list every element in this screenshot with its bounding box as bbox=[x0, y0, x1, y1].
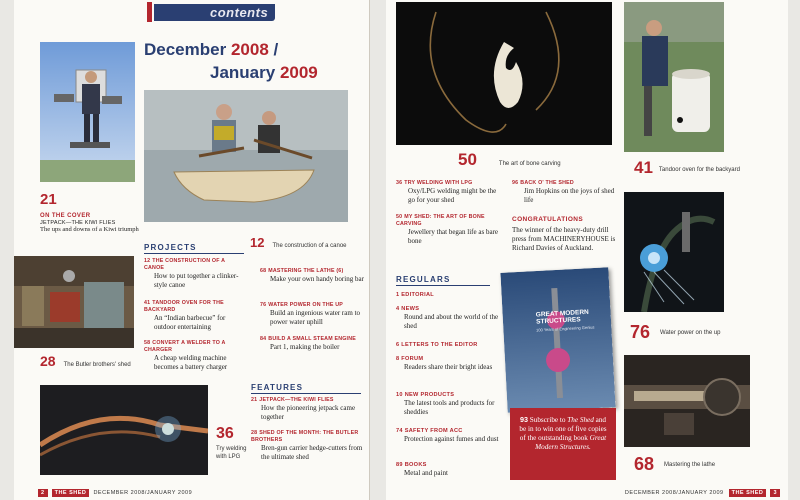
congratulations bbox=[512, 216, 616, 252]
projects-rule bbox=[144, 253, 244, 254]
entry-desc: Jewellery that began life as bare bone bbox=[408, 228, 498, 245]
jetpack-photo bbox=[40, 42, 135, 182]
regular-desc: Protection against fumes and dust bbox=[404, 435, 499, 443]
promo-text-before: Subscribe to bbox=[529, 416, 566, 424]
feature-entry bbox=[251, 397, 363, 421]
regular-page: 6 bbox=[396, 342, 400, 348]
regular-title: SAFETY FROM ACC bbox=[404, 428, 463, 434]
regular-desc: Round and about the world of the shed bbox=[404, 313, 499, 330]
tandoor-caption-number: 41 bbox=[634, 158, 653, 177]
congrats-title: CONGRATULATIONS bbox=[512, 216, 584, 223]
issue-month-2: January bbox=[210, 63, 276, 82]
contents-label: contents bbox=[210, 5, 269, 20]
left-footer-issue: DECEMBER 2008/JANUARY 2009 bbox=[93, 490, 193, 496]
regular-title: BOOKS bbox=[404, 462, 427, 468]
right-footer-page: 3 bbox=[770, 489, 780, 497]
right-page bbox=[386, 0, 788, 500]
left-page bbox=[14, 0, 370, 500]
regular-page: 74 bbox=[396, 428, 403, 434]
regular-title: FORUM bbox=[401, 356, 424, 362]
welding-photo bbox=[40, 385, 208, 475]
water-caption-text: Water power on the up bbox=[660, 329, 721, 336]
projects-heading: PROJECTS bbox=[144, 243, 197, 252]
congrats-text: The winner of the heavy-duty drill press from MACHINERYHOUSE is Richard Davies of Auckland. bbox=[512, 226, 616, 252]
feature-entry bbox=[396, 180, 504, 204]
left-footer-page: 2 bbox=[38, 489, 48, 497]
cover-label: ON THE COVER bbox=[40, 213, 91, 219]
issue-separator: / bbox=[273, 40, 279, 59]
canoe-photo bbox=[144, 90, 348, 222]
project-title: CONVERT A WELDER TO A CHARGER bbox=[144, 340, 226, 353]
issue-year-2: 2009 bbox=[279, 63, 318, 82]
cover-blurb bbox=[40, 192, 140, 234]
project-entry bbox=[144, 258, 244, 289]
regular-entry bbox=[396, 392, 500, 416]
regular-entry bbox=[396, 356, 500, 372]
butler-caption-number: 28 bbox=[40, 353, 56, 369]
project-desc: How to put together a clinker-style canoe bbox=[154, 272, 239, 289]
bone-caption bbox=[458, 150, 618, 170]
book-cover bbox=[500, 267, 615, 412]
regular-entry bbox=[396, 292, 500, 299]
project-page: 68 bbox=[260, 268, 267, 274]
regular-page: 4 bbox=[396, 306, 400, 312]
butler-caption-text: The Butler brothers' shed bbox=[63, 362, 131, 368]
left-footer-brand: THE SHED bbox=[52, 489, 90, 497]
lathe-photo bbox=[624, 355, 750, 447]
project-entry bbox=[260, 302, 366, 326]
regular-entry bbox=[396, 462, 500, 478]
butler-shed-photo bbox=[14, 256, 134, 348]
regular-desc: Readers share their bright ideas bbox=[404, 363, 493, 371]
entry-desc: Jim Hopkins on the joys of shed life bbox=[524, 187, 615, 204]
bone-carving-photo bbox=[396, 2, 612, 145]
left-footer bbox=[38, 489, 192, 497]
lathe-caption-number: 68 bbox=[634, 454, 655, 474]
welding-caption-text: Try welding with LPG bbox=[216, 446, 247, 460]
canoe-caption-text: The construction of a canoe bbox=[272, 243, 347, 249]
welding-caption bbox=[216, 425, 250, 461]
project-desc: An “Indian barbecue” for outdoor entertaining bbox=[154, 314, 226, 331]
tandoor-caption-text: Tandoor oven for the backyard bbox=[658, 167, 740, 173]
right-footer bbox=[625, 489, 782, 497]
cover-page-number: 21 bbox=[40, 191, 57, 208]
water-caption-number: 76 bbox=[630, 322, 651, 342]
features-rule bbox=[251, 393, 361, 394]
feature-page: 21 bbox=[251, 397, 258, 403]
entry-page: 36 bbox=[396, 180, 403, 186]
issue-year-1: 2008 bbox=[230, 40, 269, 59]
canoe-caption-number: 12 bbox=[250, 235, 265, 250]
project-title: MASTERING THE LATHE (6) bbox=[268, 268, 344, 274]
feature-desc: How the pioneering jetpack came together bbox=[261, 404, 356, 421]
tandoor-photo bbox=[624, 2, 724, 152]
welding-caption-number: 36 bbox=[216, 425, 234, 442]
project-desc: A cheap welding machine becomes a battery charger bbox=[154, 354, 228, 371]
cover-title: JETPACK—THE KIWI FLIES bbox=[40, 220, 116, 226]
contents-tab bbox=[147, 2, 275, 22]
project-desc: Build an ingenious water ram to power water uphill bbox=[270, 309, 361, 326]
entry-title: BACK O' THE SHED bbox=[520, 180, 574, 186]
water-power-photo bbox=[624, 192, 724, 312]
lathe-caption bbox=[634, 454, 774, 475]
promo-text-mid: and be in to win one of five copies of the outstanding book bbox=[519, 416, 607, 442]
project-page: 84 bbox=[260, 336, 267, 342]
feature-entry bbox=[251, 430, 363, 461]
entry-title: MY SHED: THE ART OF BONE CARVING bbox=[396, 214, 485, 227]
subscription-promo[interactable] bbox=[510, 408, 616, 480]
project-title: BUILD A SMALL STEAM ENGINE bbox=[268, 336, 356, 342]
regulars-rule bbox=[396, 285, 490, 286]
regular-entry bbox=[396, 342, 500, 349]
project-desc: Make your own handy boring bar bbox=[270, 275, 364, 283]
feature-desc: Bren-gun carrier hedge-cutters from the ultimate shed bbox=[261, 444, 363, 461]
lathe-caption-text: Mastering the lathe bbox=[664, 461, 716, 468]
project-page: 58 bbox=[144, 340, 151, 346]
regular-desc: The latest tools and products for sheddies bbox=[404, 399, 495, 416]
project-page: 12 bbox=[144, 258, 151, 264]
bone-caption-text: The art of bone carving bbox=[498, 161, 561, 167]
cover-desc: The ups and downs of a Kiwi triumph bbox=[40, 226, 139, 233]
book-cover-title: GREAT MODERN STRUCTURES bbox=[535, 308, 589, 326]
promo-book: Great Modern Structures. bbox=[535, 434, 607, 451]
entry-page: 96 bbox=[512, 180, 519, 186]
project-page: 41 bbox=[144, 300, 151, 306]
regular-page: 1 bbox=[396, 292, 400, 298]
regular-desc: Metal and paint bbox=[404, 469, 448, 477]
butler-caption bbox=[40, 353, 140, 371]
promo-magazine: The Shed bbox=[567, 416, 594, 424]
feature-page: 28 bbox=[251, 430, 258, 436]
entry-title: TRY WELDING WITH LPG bbox=[404, 180, 473, 186]
entry-page: 50 bbox=[396, 214, 403, 220]
project-entry bbox=[144, 340, 248, 371]
project-title: THE CONSTRUCTION OF A CANOE bbox=[144, 258, 225, 271]
regular-page: 89 bbox=[396, 462, 403, 468]
entry-desc: Oxy/LPG welding might be the go for your shed bbox=[408, 187, 497, 204]
issue-month-1: December bbox=[144, 40, 227, 59]
issue-title bbox=[144, 38, 366, 84]
project-entry bbox=[260, 268, 366, 284]
book-cover-subtitle: 100 Years of Engineering Genius bbox=[535, 324, 595, 333]
project-entry bbox=[144, 300, 244, 331]
feature-title: JETPACK—THE KIWI FLIES bbox=[259, 397, 334, 403]
project-title: TANDOOR OVEN FOR THE BACKYARD bbox=[144, 300, 224, 313]
feature-entry bbox=[512, 180, 616, 204]
promo-page-number: 93 bbox=[519, 415, 528, 424]
project-entry bbox=[260, 336, 366, 352]
project-page: 76 bbox=[260, 302, 267, 308]
regular-entry bbox=[396, 306, 500, 330]
right-footer-brand: THE SHED bbox=[729, 489, 767, 497]
regular-page: 10 bbox=[396, 392, 403, 398]
regulars-heading: REGULARS bbox=[396, 275, 451, 284]
regular-title: EDITORIAL bbox=[401, 292, 435, 298]
right-footer-issue: DECEMBER 2008/JANUARY 2009 bbox=[624, 490, 724, 496]
project-desc: Part 1, making the boiler bbox=[270, 343, 340, 351]
canoe-caption bbox=[250, 234, 366, 252]
regular-page: 8 bbox=[396, 356, 400, 362]
water-caption bbox=[630, 322, 740, 343]
regular-title: NEWS bbox=[401, 306, 420, 312]
regular-entry bbox=[396, 428, 500, 444]
regular-title: LETTERS TO THE EDITOR bbox=[401, 342, 478, 348]
feature-title: SHED OF THE MONTH: THE BUTLER BROTHERS bbox=[251, 430, 359, 443]
feature-entry bbox=[396, 214, 504, 245]
bone-caption-number: 50 bbox=[458, 150, 477, 169]
features-heading: FEATURES bbox=[251, 383, 304, 392]
regular-title: NEW PRODUCTS bbox=[404, 392, 455, 398]
tandoor-caption bbox=[634, 158, 744, 178]
project-title: WATER POWER ON THE UP bbox=[268, 302, 344, 308]
